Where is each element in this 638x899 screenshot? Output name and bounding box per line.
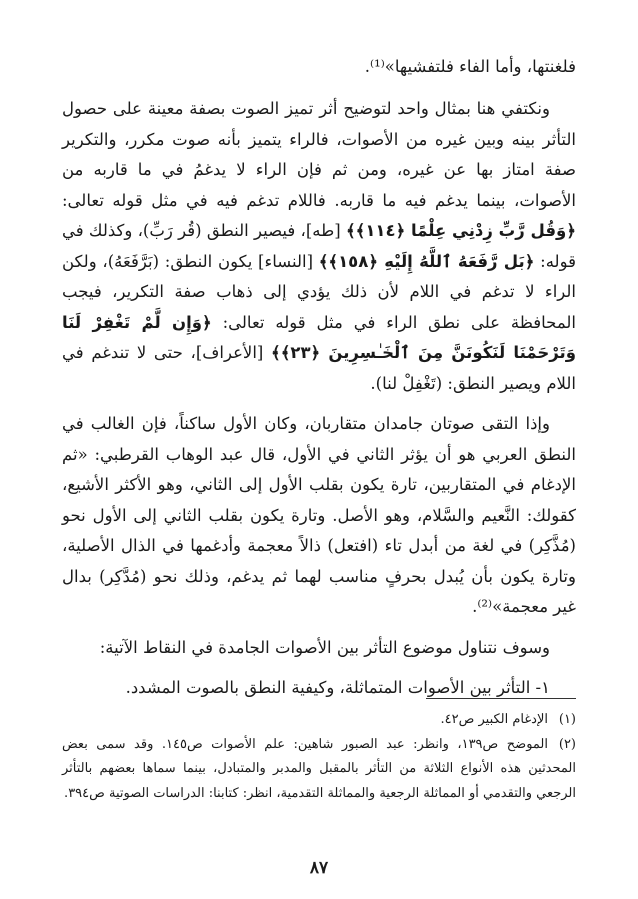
paragraph-text: وإذا التقى صوتان جامدان متقاربان، وكان الأول ساكناً، فإن الغالب في النطق العربي هو أن يؤثر الثاني في الأول، قال عبد الوهاب القرطبي: «ثم الإدغام في المتقاربين، تارة يكون بقلب الأول إلى الثاني، وهو الأكثر الأشيع، كقولك: النَّعيم والسَّلام، وهو الأصل. وتارة يكون بقلب الثاني إلى الأول نحو (مُذَّكِر) في لغة من أبدل تاء (افتعل) ذالاً معجمة وأدغمها في الذال الأصلية، وتارة يكون بأن يُبدل بحرفٍ مناسب لهما ثم يدغم، وذلك نحو (مُدَّكِر) بدال غير معجمة»⁽²⁾. bbox=[62, 414, 576, 616]
paragraph-text: [طه]، فيصير النطق (قُر رَبِّ)، وكذلك في قوله: bbox=[62, 221, 576, 271]
paragraph-text: ونكتفي هنا بمثال واحد لتوضيح أثر تميز الصوت بصفة معينة على حصول التأثر بينه وبين غيره من الأصوات، فالراء يتميز بأنه صوت مكرر، والتكرير صفة امتاز بها عن غيره، ومن ثم فإن الراء لا يدغمُ في ما قاربه من الأصوات، بينما يدغم فيه ما قاربه. فاللام تدغم فيه في مثل قوله تعالى: bbox=[62, 99, 576, 210]
paragraph bbox=[62, 94, 576, 399]
quran-verse: ﴿وَقُل رَّبِّ زِدْنِي عِلْمًا ﴿١١٤﴾﴾ bbox=[346, 221, 576, 240]
footnote-divider bbox=[426, 698, 576, 699]
paragraph-text: وسوف نتناول موضوع التأثر بين الأصوات الجامدة في النقاط الآتية: bbox=[99, 637, 550, 657]
quran-verse: ﴿وَإِن لَّمْ تَغْفِرْ لَنَا وَتَرْحَمْنَا لَنَكُونَنَّ مِنَ ٱلْخَـٰسِرِينَ ﴿٢٣﴾﴾ bbox=[62, 312, 576, 362]
paragraph bbox=[62, 633, 576, 664]
opening-line: فلغنتها، وأما الفاء فلتفشيها»⁽¹⁾. bbox=[364, 57, 576, 76]
footnote-number: (١) bbox=[558, 712, 576, 727]
paragraph bbox=[62, 409, 576, 623]
quran-verse: ﴿بَل رَّفَعَهُ ٱللَّهُ إِلَيْهِ ﴿١٥٨﴾﴾ bbox=[318, 251, 535, 271]
list-item: ١- التأثر بين الأصوات المتماثلة، وكيفية النطق بالصوت المشدد. bbox=[125, 678, 550, 697]
body-text bbox=[62, 94, 576, 663]
footnotes bbox=[62, 708, 576, 806]
paragraph-text: [النساء] يكون النطق: (بَرَّفَعَهُ)، ولكن الراء لا تدغم في اللام لأن ذلك يؤدي إلى ذهاب صفة التكرير، فيجب المحافظة على نطق الراء في مثل قوله تعالى: bbox=[62, 251, 576, 332]
footnote-number: (٢) bbox=[558, 736, 576, 752]
footnote-text: الموضح ص١٣٩، وانظر: عبد الصبور شاهين: علم الأصوات ص١٤٥. وقد سمى بعض المحدثين هذه الأنواع الثلاثة من التأثر بالمقبل والمدبر والمتبادل، بينما سماها بعضهم بالتأثر الرجعي والتقدمي أو المماثلة الرجعية والمماثلة التقدمية، انظر: كتابنا: الدراسات الصوتية ص٣٩٤. bbox=[62, 736, 576, 801]
paragraph-text: [الأعراف]، حتى لا تندغم في اللام ويصير النطق: (تَغْفِلْ لنا). bbox=[62, 343, 576, 393]
footnote bbox=[62, 708, 576, 733]
page-number: ٨٧ bbox=[309, 858, 329, 878]
footnote-text: الإدغام الكبير ص٤٢. bbox=[440, 712, 548, 727]
footnote bbox=[62, 733, 576, 807]
